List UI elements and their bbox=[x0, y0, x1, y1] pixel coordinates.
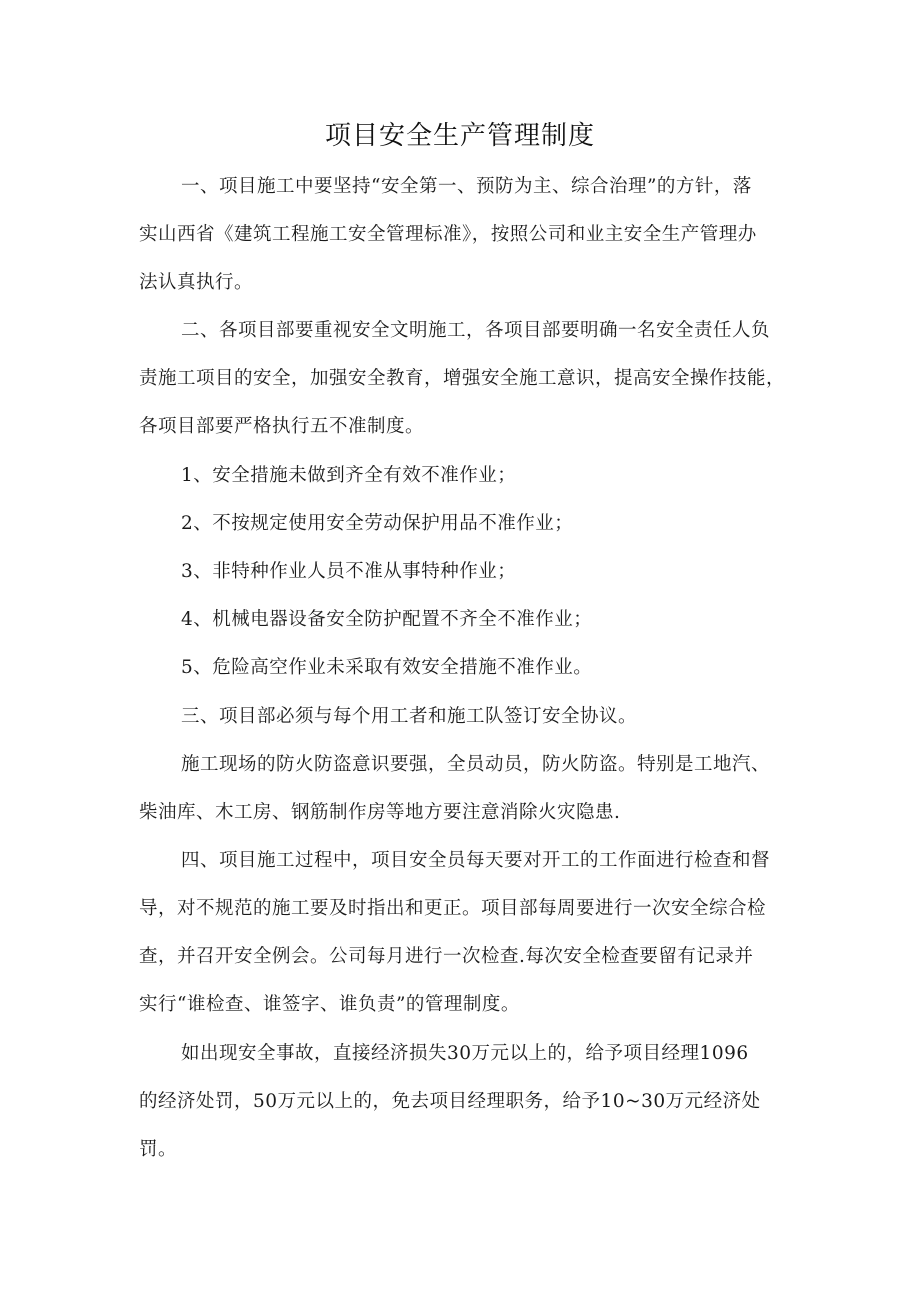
paragraph-5-line-2: 导，对不规范的施工要及时指出和更正。项目部每周要进行一次安全综合检 bbox=[139, 898, 767, 919]
rule-item-3: 3、非特种作业人员不准从事特种作业； bbox=[181, 561, 517, 582]
paragraph-1-line-1: 一、项目施工中要坚持“安全第一、预防为主、综合治理”的方针，落 bbox=[181, 176, 752, 197]
paragraph-5-line-1: 四、项目施工过程中，项目安全员每天要对开工的工作面进行检查和督 bbox=[181, 850, 771, 871]
paragraph-2-line-2: 责施工项目的安全，加强安全教育，增强安全施工意识，提高安全操作技能， bbox=[139, 368, 786, 389]
paragraph-6-line-3: 罚。 bbox=[139, 1139, 178, 1160]
paragraph-1-line-2: 实山西省《建筑工程施工安全管理标准》，按照公司和业主安全生产管理办 bbox=[139, 224, 757, 245]
paragraph-4-line-1: 施工现场的防火防盗意识要强，全员动员，防火防盗。特别是工地汽、 bbox=[181, 754, 771, 775]
paragraph-4-line-2: 柴油库、木工房、钢筋制作房等地方要注意消除火灾隐患. bbox=[139, 802, 621, 823]
document-title: 项目安全生产管理制度 bbox=[324, 121, 595, 151]
paragraph-5-line-3: 查，并召开安全例会。公司每月进行一次检查.每次安全检查要留有记录并 bbox=[139, 946, 754, 967]
paragraph-5-line-4: 实行“谁检查、谁签字、谁负责”的管理制度。 bbox=[139, 994, 520, 1015]
paragraph-3: 三、项目部必须与每个用工者和施工队签订安全协议。 bbox=[181, 706, 638, 727]
paragraph-1-line-3: 法认真执行。 bbox=[139, 272, 254, 293]
paragraph-2-line-1: 二、各项目部要重视安全文明施工，各项目部要明确一名安全责任人负 bbox=[181, 320, 771, 341]
paragraph-6-line-2: 的经济处罚，50万元以上的，免去项目经理职务，给予10~30万元经济处 bbox=[139, 1091, 761, 1112]
rule-item-5: 5、危险高空作业未采取有效安全措施不准作业。 bbox=[181, 657, 593, 678]
rule-item-4: 4、机械电器设备安全防护配置不齐全不准作业； bbox=[181, 609, 593, 630]
paragraph-6-line-1: 如出现安全事故，直接经济损失30万元以上的，给予项目经理1096 bbox=[181, 1043, 749, 1064]
rule-item-2: 2、不按规定使用安全劳动保护用品不准作业； bbox=[181, 513, 574, 534]
rule-item-1: 1、安全措施未做到齐全有效不准作业； bbox=[181, 465, 517, 486]
paragraph-2-line-3: 各项目部要严格执行五不准制度。 bbox=[139, 416, 425, 437]
